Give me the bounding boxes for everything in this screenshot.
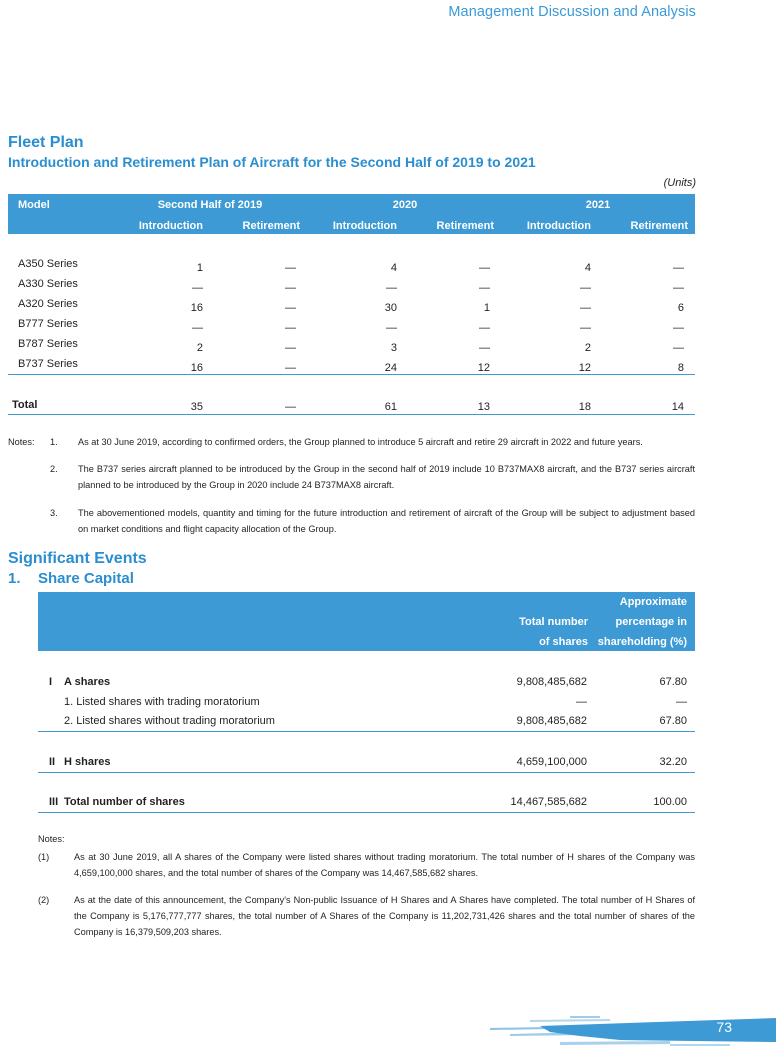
fleet-cell: — bbox=[192, 282, 203, 294]
col-pct-l2: percentage in bbox=[615, 616, 687, 628]
fleet-cell: 12 bbox=[477, 362, 490, 374]
fleet-total-cell: 18 bbox=[578, 401, 591, 413]
note-2-text: The B737 series aircraft planned to be introduced by the Group in the second half of 2019 include 10 B737MAX8 aircraft, and the B737 series aircraft planned to be introduced by the Group in 2020 include 24 B737MAX8 aircraft. bbox=[78, 464, 695, 490]
share-notes-label: Notes: bbox=[38, 834, 65, 844]
fleet-total-label: Total bbox=[12, 399, 38, 411]
fleet-cell: — bbox=[580, 282, 591, 294]
col-intro-2021: Introduction bbox=[526, 220, 591, 232]
row-a-pct: 67.80 bbox=[659, 676, 687, 688]
fleet-cell: — bbox=[386, 322, 397, 334]
fleet-cell: — bbox=[285, 362, 296, 374]
fleet-total-cell: — bbox=[285, 401, 296, 413]
units-label: (Units) bbox=[663, 177, 696, 189]
fleet-cell: — bbox=[386, 282, 397, 294]
section-title-fleet-plan: Fleet Plan bbox=[8, 134, 84, 151]
note-1-num: 1. bbox=[50, 437, 58, 447]
share-note-2-text: As at the date of this announcement, the Company's Non-public Issuance of H Shares and A Shares have completed. The total number of H Shares of the Company is 5,176,777,777 shares, the total number of A Shares of the Company is 11,202,731,426 shares and the total number of shares of the Company is 16,379,509,203 shares. bbox=[74, 895, 695, 937]
col-period-2019h2: Second Half of 2019 bbox=[157, 199, 263, 211]
fleet-cell: 16 bbox=[190, 302, 203, 314]
fleet-cell: 4 bbox=[390, 262, 397, 274]
row-total-label: Total number of shares bbox=[64, 796, 185, 808]
fleet-cell: — bbox=[285, 282, 296, 294]
fleet-cell: — bbox=[479, 322, 490, 334]
share-note-2-num: (2) bbox=[38, 895, 50, 905]
row-total-num: III bbox=[49, 796, 59, 808]
row-h-pct: 32.20 bbox=[659, 756, 687, 768]
row-a2-total: 9,808,485,682 bbox=[516, 715, 587, 727]
fleet-cell: 1 bbox=[196, 262, 203, 274]
note-3-num: 3. bbox=[50, 508, 58, 518]
col-retire-2019: Retirement bbox=[242, 220, 300, 232]
fleet-row-model: A320 Series bbox=[18, 298, 78, 310]
fleet-cell: 3 bbox=[390, 342, 397, 354]
fleet-row-model: A350 Series bbox=[18, 258, 78, 270]
col-total-shares-l2: of shares bbox=[539, 636, 588, 648]
fleet-cell: 24 bbox=[384, 362, 397, 374]
fleet-cell: 8 bbox=[677, 362, 684, 374]
fleet-cell: — bbox=[479, 282, 490, 294]
fleet-divider bbox=[8, 374, 695, 375]
share-note-1-text: As at 30 June 2019, all A shares of the Company were listed shares without trading moratorium. The total number of H shares of the Company was 4,659,100,000 shares, and the total number of shares of the Company was 14,467,585,682 shares. bbox=[74, 852, 695, 878]
fleet-cell: — bbox=[192, 322, 203, 334]
section-title-significant-events: Significant Events bbox=[8, 550, 147, 567]
fleet-cell: 16 bbox=[190, 362, 203, 374]
fleet-table-title: Introduction and Retirement Plan of Aircraft for the Second Half of 2019 to 2021 bbox=[8, 154, 536, 170]
row-a-num: I bbox=[49, 676, 53, 688]
share-divider-1 bbox=[38, 731, 695, 732]
col-model: Model bbox=[18, 199, 50, 211]
fleet-cell: 1 bbox=[483, 302, 490, 314]
share-bottom-rule bbox=[38, 812, 695, 813]
fleet-total-cell: 35 bbox=[190, 401, 203, 413]
fleet-total-cell: 61 bbox=[384, 401, 397, 413]
fleet-total-cell: 14 bbox=[671, 401, 684, 413]
col-total-shares-l1: Total number bbox=[519, 616, 588, 628]
subsection-number: 1. bbox=[8, 570, 21, 587]
col-period-2020: 2020 bbox=[392, 199, 418, 211]
fleet-cell: 2 bbox=[196, 342, 203, 354]
fleet-cell: — bbox=[479, 342, 490, 354]
col-retire-2020: Retirement bbox=[436, 220, 494, 232]
fleet-row-model: B787 Series bbox=[18, 338, 78, 350]
row-a1-label: 1. Listed shares with trading moratorium bbox=[64, 696, 260, 708]
fleet-cell: — bbox=[673, 322, 684, 334]
fleet-cell: 6 bbox=[677, 302, 684, 314]
row-a2-pct: 67.80 bbox=[659, 715, 687, 727]
fleet-cell: — bbox=[285, 322, 296, 334]
row-a1-total: — bbox=[576, 696, 587, 708]
subsection-title-share-capital: Share Capital bbox=[38, 570, 134, 587]
row-a2-label: 2. Listed shares without trading moratorium bbox=[64, 715, 275, 727]
note-2-num: 2. bbox=[50, 464, 58, 474]
share-note-1-num: (1) bbox=[38, 852, 50, 862]
row-a-total: 9,808,485,682 bbox=[516, 676, 587, 688]
fleet-cell: — bbox=[673, 262, 684, 274]
fleet-cell: 2 bbox=[584, 342, 591, 354]
fleet-cell: — bbox=[479, 262, 490, 274]
row-h-total: 4,659,100,000 bbox=[516, 756, 587, 768]
col-retire-2021: Retirement bbox=[630, 220, 688, 232]
row-total-total: 14,467,585,682 bbox=[510, 796, 587, 808]
running-header: Management Discussion and Analysis bbox=[448, 4, 696, 20]
fleet-cell: 4 bbox=[584, 262, 591, 274]
fleet-row-model: B777 Series bbox=[18, 318, 78, 330]
row-a1-pct: — bbox=[676, 696, 687, 708]
fleet-cell: — bbox=[580, 322, 591, 334]
fleet-cell: — bbox=[285, 342, 296, 354]
row-a-label: A shares bbox=[64, 676, 111, 688]
col-period-2021: 2021 bbox=[585, 199, 611, 211]
page-number: 73 bbox=[716, 1019, 732, 1035]
col-intro-2019: Introduction bbox=[138, 220, 203, 232]
row-h-num: II bbox=[49, 756, 56, 768]
fleet-cell: — bbox=[285, 302, 296, 314]
row-total-pct: 100.00 bbox=[653, 796, 687, 808]
fleet-notes-label: Notes: bbox=[8, 437, 35, 447]
fleet-cell: — bbox=[285, 262, 296, 274]
col-intro-2020: Introduction bbox=[332, 220, 397, 232]
col-pct-l1: Approximate bbox=[619, 596, 687, 608]
row-h-label: H shares bbox=[64, 756, 111, 768]
share-divider-2 bbox=[38, 772, 695, 773]
fleet-cell: — bbox=[580, 302, 591, 314]
fleet-cell: — bbox=[673, 282, 684, 294]
fleet-cell: 12 bbox=[578, 362, 591, 374]
note-3-text: The abovementioned models, quantity and timing for the future introduction and retirement of aircraft of the Group will be subject to adjustment based on market conditions and flight capacity allocation of the Group. bbox=[78, 508, 695, 534]
fleet-total-cell: 13 bbox=[477, 401, 490, 413]
fleet-bottom-rule bbox=[8, 414, 695, 415]
fleet-cell: 30 bbox=[384, 302, 397, 314]
fleet-cell: — bbox=[673, 342, 684, 354]
col-pct-l3: shareholding (%) bbox=[597, 636, 687, 648]
fleet-row-model: B737 Series bbox=[18, 358, 78, 370]
note-1-text: As at 30 June 2019, according to confirmed orders, the Group planned to introduce 5 aircraft and retire 29 aircraft in 2022 and future years. bbox=[78, 437, 643, 447]
fleet-row-model: A330 Series bbox=[18, 278, 78, 290]
